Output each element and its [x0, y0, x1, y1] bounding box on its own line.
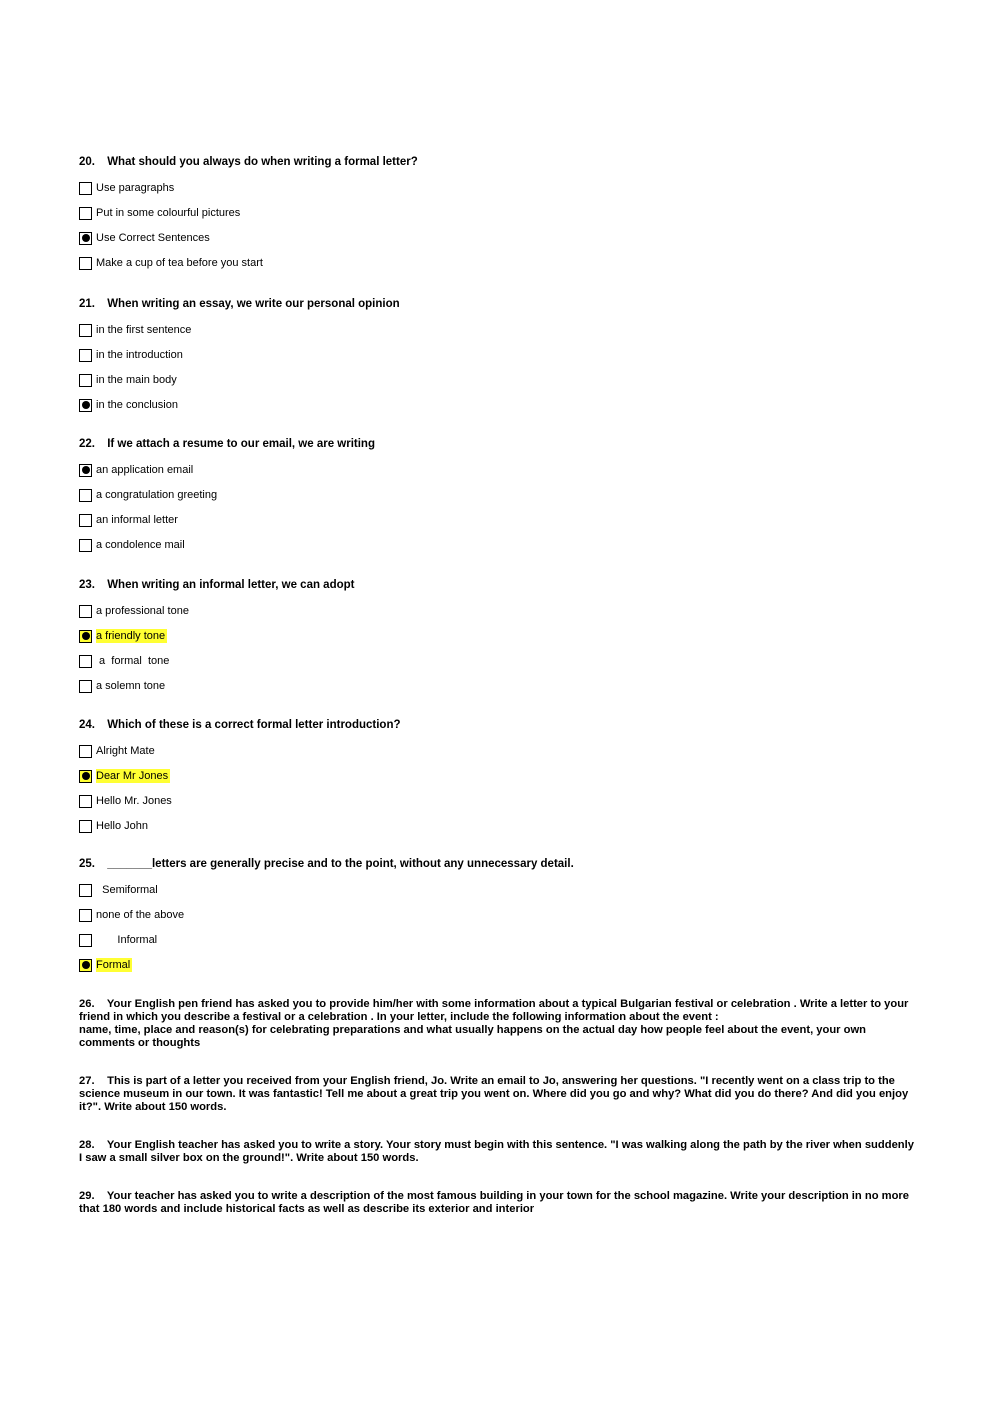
- option-row[interactable]: [79, 487, 919, 503]
- checkbox[interactable]: [79, 820, 92, 833]
- option-label: in the first sentence: [96, 324, 192, 336]
- question-20: [79, 155, 919, 271]
- question-text: When writing an essay, we write our personal opinion: [107, 298, 400, 310]
- option-label: Informal: [96, 934, 158, 946]
- checkbox[interactable]: [79, 959, 92, 972]
- option-row[interactable]: [79, 205, 919, 221]
- question-number: 21.: [79, 298, 95, 310]
- option-label: Use Correct Sentences: [96, 232, 210, 244]
- option-row[interactable]: [79, 372, 919, 388]
- option-label: in the main body: [96, 374, 177, 386]
- question-text: What should you always do when writing a formal letter?: [107, 156, 418, 168]
- option-row[interactable]: [79, 230, 919, 246]
- essay-question-28: [79, 1139, 919, 1165]
- checkbox[interactable]: [79, 680, 92, 693]
- option-label: an informal letter: [96, 514, 178, 526]
- option-row[interactable]: [79, 793, 919, 809]
- option-label: Hello John: [96, 820, 148, 832]
- checkbox[interactable]: [79, 324, 92, 337]
- question-number: 23.: [79, 579, 95, 591]
- question-number: 25.: [79, 858, 95, 870]
- essay-question-26: [79, 998, 919, 1050]
- question-text: Your teacher has asked you to write a description of the most famous building in your town for the school magazine. Write your description in no more that 180 words and include historical facts as well as describe its exterior and interior: [79, 1190, 909, 1215]
- question-number: 28.: [79, 1139, 95, 1151]
- question-number: 24.: [79, 719, 95, 731]
- option-label: Use paragraphs: [96, 182, 175, 194]
- question-text: Which of these is a correct formal letter introduction?: [107, 719, 401, 731]
- option-label: Semiformal: [96, 884, 158, 896]
- checkbox[interactable]: [79, 770, 92, 783]
- question-number: 20.: [79, 156, 95, 168]
- question-title: [79, 718, 919, 732]
- checkbox[interactable]: [79, 909, 92, 922]
- question-23: [79, 578, 919, 694]
- option-row[interactable]: [79, 743, 919, 759]
- option-label: Formal: [96, 959, 131, 971]
- question-25: [79, 857, 919, 973]
- question-text: When writing an informal letter, we can adopt: [107, 579, 355, 591]
- checkbox[interactable]: [79, 349, 92, 362]
- question-title: [79, 155, 919, 169]
- option-label: Alright Mate: [96, 745, 155, 757]
- option-row[interactable]: [79, 603, 919, 619]
- option-row[interactable]: [79, 653, 919, 669]
- checkbox[interactable]: [79, 934, 92, 947]
- checkbox[interactable]: [79, 745, 92, 758]
- option-row[interactable]: [79, 322, 919, 338]
- checkbox[interactable]: [79, 489, 92, 502]
- option-row[interactable]: [79, 537, 919, 553]
- option-row[interactable]: [79, 907, 919, 923]
- essay-prompt: [79, 1190, 919, 1216]
- option-label: an application email: [96, 464, 194, 476]
- essay-prompt: [79, 998, 919, 1024]
- option-row[interactable]: [79, 628, 919, 644]
- checkbox[interactable]: [79, 795, 92, 808]
- option-row[interactable]: [79, 255, 919, 271]
- checkbox[interactable]: [79, 257, 92, 270]
- option-row[interactable]: [79, 818, 919, 834]
- checkbox[interactable]: [79, 182, 92, 195]
- essay-question-27: [79, 1075, 919, 1114]
- option-label: Put in some colourful pictures: [96, 207, 241, 219]
- checkbox[interactable]: [79, 232, 92, 245]
- question-title: [79, 857, 919, 871]
- option-label: none of the above: [96, 909, 185, 921]
- checkbox[interactable]: [79, 884, 92, 897]
- checkbox[interactable]: [79, 207, 92, 220]
- question-number: 27.: [79, 1075, 95, 1087]
- question-24: [79, 718, 919, 834]
- option-row[interactable]: [79, 768, 919, 784]
- option-row[interactable]: [79, 678, 919, 694]
- option-row[interactable]: [79, 882, 919, 898]
- essay-prompt: [79, 1075, 919, 1114]
- option-label: in the conclusion: [96, 399, 178, 411]
- essay-detail: name, time, place and reason(s) for celebrating preparations and what usually happens on the actual day how people feel about the event, your own comments or thoughts: [79, 1024, 867, 1049]
- option-label: Make a cup of tea before you start: [96, 257, 263, 269]
- option-label: a formal tone: [96, 655, 170, 667]
- option-label: a congratulation greeting: [96, 489, 218, 501]
- question-title: [79, 578, 919, 592]
- question-text: If we attach a resume to our email, we are writing: [107, 438, 375, 450]
- option-row[interactable]: [79, 347, 919, 363]
- essay-question-29: [79, 1190, 919, 1216]
- checkbox[interactable]: [79, 605, 92, 618]
- checkbox[interactable]: [79, 539, 92, 552]
- option-label: Hello Mr. Jones: [96, 795, 172, 807]
- option-row[interactable]: [79, 462, 919, 478]
- question-text: Your English pen friend has asked you to provide him/her with some information about a typical Bulgarian festival or celebration . Write a letter to your friend in which you describe a festival or a celebration . In your letter, include the following information about the event :: [79, 998, 909, 1023]
- question-22: [79, 437, 919, 553]
- checkbox[interactable]: [79, 399, 92, 412]
- option-label: in the introduction: [96, 349, 183, 361]
- question-title: [79, 297, 919, 311]
- option-row[interactable]: [79, 932, 919, 948]
- option-label: a solemn tone: [96, 680, 166, 692]
- question-number: 22.: [79, 438, 95, 450]
- checkbox[interactable]: [79, 464, 92, 477]
- option-row[interactable]: [79, 180, 919, 196]
- checkbox[interactable]: [79, 630, 92, 643]
- question-text: This is part of a letter you received from your English friend, Jo. Write an email to Jo, answering her questions. "I recently went on a class trip to the science museum in our town. It was fantastic! Tell me about a great trip you went on. Where did you go and why? What did you do there? And did you enjoy it?". Write about 150 words.: [79, 1075, 909, 1113]
- question-21: [79, 297, 919, 413]
- question-title: [79, 437, 919, 451]
- essay-prompt: [79, 1139, 919, 1165]
- option-label: a condolence mail: [96, 539, 185, 551]
- option-label: a friendly tone: [96, 630, 166, 642]
- question-text: Your English teacher has asked you to write a story. Your story must begin with this sentence. "I was walking along the path by the river when suddenly I saw a small silver box on the ground!". Write about 150 words.: [79, 1139, 914, 1164]
- question-number: 26.: [79, 998, 95, 1010]
- option-row[interactable]: [79, 512, 919, 528]
- option-label: Dear Mr Jones: [96, 770, 169, 782]
- checkbox[interactable]: [79, 514, 92, 527]
- option-label: a professional tone: [96, 605, 189, 617]
- checkbox[interactable]: [79, 655, 92, 668]
- question-text: _______letters are generally precise and to the point, without any unnecessary detail.: [107, 858, 574, 870]
- question-number: 29.: [79, 1190, 95, 1202]
- option-row[interactable]: [79, 957, 919, 973]
- option-row[interactable]: [79, 397, 919, 413]
- checkbox[interactable]: [79, 374, 92, 387]
